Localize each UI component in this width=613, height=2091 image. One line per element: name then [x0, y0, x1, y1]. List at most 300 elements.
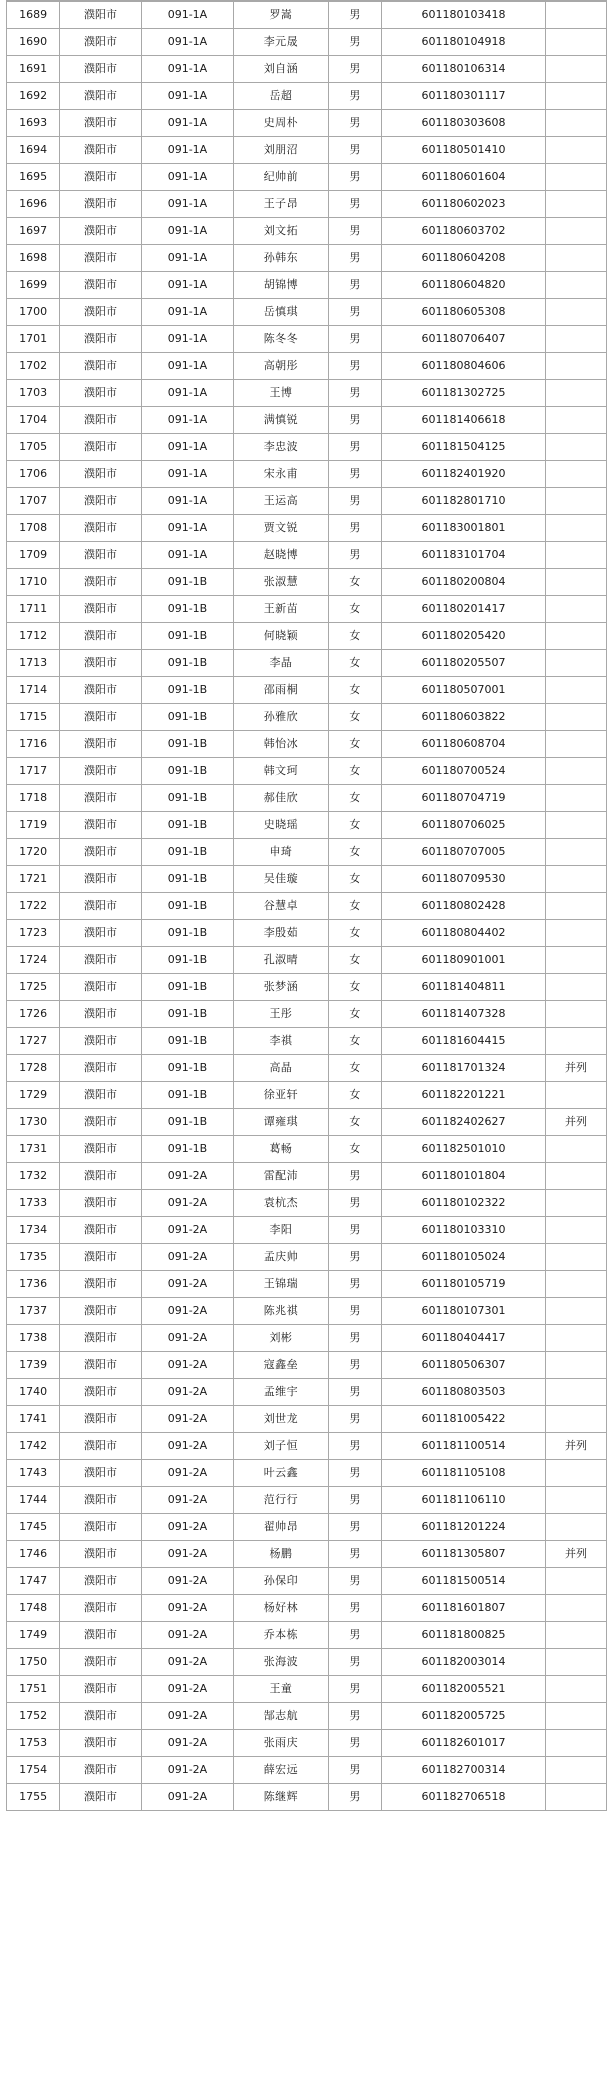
cell-note: 并列: [546, 1109, 607, 1136]
cell-sex: 男: [328, 2, 381, 29]
cell-sex: 男: [328, 1217, 381, 1244]
cell-city: 濮阳市: [60, 1622, 142, 1649]
cell-exam-code: 091-1A: [141, 542, 233, 569]
cell-name: 范行行: [234, 1487, 329, 1514]
cell-sex: 男: [328, 1163, 381, 1190]
cell-note: [546, 1352, 607, 1379]
cell-city: 濮阳市: [60, 1757, 142, 1784]
cell-note: [546, 2, 607, 29]
cell-city: 濮阳市: [60, 380, 142, 407]
cell-sequence: 1693: [7, 110, 60, 137]
cell-note: [546, 785, 607, 812]
cell-name: 胡锦博: [234, 272, 329, 299]
table-row: [7, 164, 607, 191]
table-row: [7, 1649, 607, 1676]
cell-name: 徐亚轩: [234, 1082, 329, 1109]
cell-city: 濮阳市: [60, 920, 142, 947]
cell-id-number: 601180102322: [381, 1190, 545, 1217]
table-row: [7, 110, 607, 137]
cell-id-number: 601180804402: [381, 920, 545, 947]
cell-city: 濮阳市: [60, 1676, 142, 1703]
cell-city: 濮阳市: [60, 1001, 142, 1028]
cell-sequence: 1719: [7, 812, 60, 839]
cell-sex: 女: [328, 677, 381, 704]
cell-name: 李晶: [234, 650, 329, 677]
cell-name: 寇鑫垒: [234, 1352, 329, 1379]
cell-sex: 女: [328, 731, 381, 758]
cell-exam-code: 091-2A: [141, 1379, 233, 1406]
cell-sequence: 1746: [7, 1541, 60, 1568]
cell-city: 濮阳市: [60, 1541, 142, 1568]
cell-id-number: 601180707005: [381, 839, 545, 866]
cell-name: 申琦: [234, 839, 329, 866]
cell-name: 杨好林: [234, 1595, 329, 1622]
cell-name: 史晓瑶: [234, 812, 329, 839]
table-row: [7, 1703, 607, 1730]
cell-exam-code: 091-2A: [141, 1649, 233, 1676]
cell-exam-code: 091-1B: [141, 1136, 233, 1163]
table-row: [7, 920, 607, 947]
cell-note: [546, 1379, 607, 1406]
table-row: [7, 515, 607, 542]
cell-sequence: 1714: [7, 677, 60, 704]
cell-id-number: 601180107301: [381, 1298, 545, 1325]
cell-city: 濮阳市: [60, 866, 142, 893]
cell-note: [546, 1244, 607, 1271]
cell-id-number: 601180804606: [381, 353, 545, 380]
cell-exam-code: 091-1A: [141, 434, 233, 461]
cell-city: 濮阳市: [60, 1325, 142, 1352]
cell-name: 翟帅昂: [234, 1514, 329, 1541]
cell-sex: 女: [328, 569, 381, 596]
cell-exam-code: 091-1B: [141, 623, 233, 650]
table-row: [7, 947, 607, 974]
cell-city: 濮阳市: [60, 461, 142, 488]
cell-id-number: 601180605308: [381, 299, 545, 326]
cell-exam-code: 091-2A: [141, 1406, 233, 1433]
cell-name: 张淑慧: [234, 569, 329, 596]
cell-id-number: 601180700524: [381, 758, 545, 785]
cell-id-number: 601182201221: [381, 1082, 545, 1109]
cell-id-number: 601182706518: [381, 1784, 545, 1811]
cell-name: 葛畅: [234, 1136, 329, 1163]
cell-sex: 女: [328, 893, 381, 920]
table-row: [7, 1055, 607, 1082]
cell-id-number: 601182801710: [381, 488, 545, 515]
cell-sex: 男: [328, 1730, 381, 1757]
table-row: [7, 353, 607, 380]
cell-city: 濮阳市: [60, 1595, 142, 1622]
cell-exam-code: 091-1B: [141, 893, 233, 920]
cell-sequence: 1720: [7, 839, 60, 866]
cell-sex: 男: [328, 299, 381, 326]
cell-sex: 男: [328, 1460, 381, 1487]
cell-exam-code: 091-1B: [141, 839, 233, 866]
cell-sex: 女: [328, 974, 381, 1001]
cell-note: [546, 191, 607, 218]
cell-sequence: 1747: [7, 1568, 60, 1595]
cell-note: [546, 1001, 607, 1028]
cell-name: 岳慎琪: [234, 299, 329, 326]
cell-name: 孟庆帅: [234, 1244, 329, 1271]
cell-note: [546, 623, 607, 650]
table-row: [7, 1757, 607, 1784]
table-row: [7, 893, 607, 920]
cell-name: 袁杭杰: [234, 1190, 329, 1217]
table-row: [7, 1487, 607, 1514]
cell-exam-code: 091-1B: [141, 812, 233, 839]
cell-note: [546, 1487, 607, 1514]
cell-id-number: 601180103310: [381, 1217, 545, 1244]
cell-city: 濮阳市: [60, 1568, 142, 1595]
cell-sequence: 1740: [7, 1379, 60, 1406]
cell-note: [546, 1217, 607, 1244]
cell-sex: 男: [328, 245, 381, 272]
table-row: [7, 1298, 607, 1325]
cell-exam-code: 091-2A: [141, 1703, 233, 1730]
cell-exam-code: 091-1A: [141, 407, 233, 434]
cell-sequence: 1736: [7, 1271, 60, 1298]
cell-sequence: 1731: [7, 1136, 60, 1163]
cell-sex: 男: [328, 1784, 381, 1811]
cell-name: 王运高: [234, 488, 329, 515]
cell-city: 濮阳市: [60, 110, 142, 137]
cell-name: 薛宏远: [234, 1757, 329, 1784]
cell-id-number: 601180604208: [381, 245, 545, 272]
cell-sequence: 1744: [7, 1487, 60, 1514]
cell-city: 濮阳市: [60, 515, 142, 542]
cell-id-number: 601180301117: [381, 83, 545, 110]
cell-id-number: 601181404811: [381, 974, 545, 1001]
cell-id-number: 601180604820: [381, 272, 545, 299]
cell-name: 陈冬冬: [234, 326, 329, 353]
cell-id-number: 601181701324: [381, 1055, 545, 1082]
cell-sequence: 1699: [7, 272, 60, 299]
cell-name: 孟维宇: [234, 1379, 329, 1406]
cell-exam-code: 091-2A: [141, 1433, 233, 1460]
table-row: [7, 839, 607, 866]
cell-city: 濮阳市: [60, 704, 142, 731]
cell-note: [546, 1649, 607, 1676]
cell-id-number: 601182501010: [381, 1136, 545, 1163]
table-row: [7, 488, 607, 515]
cell-id-number: 601180104918: [381, 29, 545, 56]
cell-note: [546, 461, 607, 488]
cell-note: [546, 758, 607, 785]
cell-id-number: 601181100514: [381, 1433, 545, 1460]
cell-city: 濮阳市: [60, 785, 142, 812]
cell-sequence: 1726: [7, 1001, 60, 1028]
cell-city: 濮阳市: [60, 974, 142, 1001]
cell-note: 并列: [546, 1541, 607, 1568]
cell-sequence: 1697: [7, 218, 60, 245]
cell-exam-code: 091-1B: [141, 1001, 233, 1028]
table-row: [7, 758, 607, 785]
cell-sequence: 1730: [7, 1109, 60, 1136]
cell-id-number: 601180201417: [381, 596, 545, 623]
table-row: [7, 1568, 607, 1595]
cell-id-number: 601180706025: [381, 812, 545, 839]
cell-name: 陈继辉: [234, 1784, 329, 1811]
cell-id-number: 601182003014: [381, 1649, 545, 1676]
cell-sequence: 1738: [7, 1325, 60, 1352]
cell-note: [546, 947, 607, 974]
cell-id-number: 601182601017: [381, 1730, 545, 1757]
cell-city: 濮阳市: [60, 56, 142, 83]
cell-city: 濮阳市: [60, 2, 142, 29]
cell-sex: 女: [328, 1109, 381, 1136]
cell-sex: 男: [328, 56, 381, 83]
table-row: [7, 650, 607, 677]
cell-sequence: 1752: [7, 1703, 60, 1730]
table-row: [7, 731, 607, 758]
cell-exam-code: 091-2A: [141, 1730, 233, 1757]
cell-sex: 男: [328, 1757, 381, 1784]
cell-note: [546, 596, 607, 623]
cell-sequence: 1741: [7, 1406, 60, 1433]
cell-id-number: 601180303608: [381, 110, 545, 137]
cell-city: 濮阳市: [60, 1460, 142, 1487]
cell-note: [546, 245, 607, 272]
cell-sex: 男: [328, 326, 381, 353]
cell-name: 张海波: [234, 1649, 329, 1676]
cell-note: [546, 299, 607, 326]
cell-note: [546, 1406, 607, 1433]
cell-note: [546, 1298, 607, 1325]
table-row: [7, 1730, 607, 1757]
cell-sex: 男: [328, 1406, 381, 1433]
cell-id-number: 601181201224: [381, 1514, 545, 1541]
table-row: [7, 1244, 607, 1271]
table-row: [7, 1325, 607, 1352]
cell-note: [546, 380, 607, 407]
cell-name: 罗嵩: [234, 2, 329, 29]
cell-sequence: 1702: [7, 353, 60, 380]
cell-exam-code: 091-2A: [141, 1676, 233, 1703]
cell-sex: 女: [328, 947, 381, 974]
cell-sex: 男: [328, 29, 381, 56]
cell-sex: 男: [328, 461, 381, 488]
cell-sex: 男: [328, 407, 381, 434]
cell-exam-code: 091-1A: [141, 218, 233, 245]
cell-note: [546, 83, 607, 110]
cell-name: 韩怡冰: [234, 731, 329, 758]
table-row: [7, 1622, 607, 1649]
cell-sequence: 1734: [7, 1217, 60, 1244]
cell-note: [546, 1136, 607, 1163]
cell-sex: 女: [328, 704, 381, 731]
table-row: [7, 137, 607, 164]
cell-city: 濮阳市: [60, 1730, 142, 1757]
table-row: [7, 407, 607, 434]
cell-sex: 女: [328, 920, 381, 947]
cell-sequence: 1692: [7, 83, 60, 110]
cell-sequence: 1689: [7, 2, 60, 29]
cell-city: 濮阳市: [60, 1298, 142, 1325]
cell-sex: 男: [328, 1541, 381, 1568]
table-row: [7, 29, 607, 56]
cell-sequence: 1750: [7, 1649, 60, 1676]
cell-sequence: 1717: [7, 758, 60, 785]
cell-exam-code: 091-2A: [141, 1568, 233, 1595]
cell-city: 濮阳市: [60, 137, 142, 164]
cell-note: [546, 1325, 607, 1352]
cell-sequence: 1715: [7, 704, 60, 731]
cell-sex: 女: [328, 1055, 381, 1082]
table-row: [7, 812, 607, 839]
cell-name: 何晓颖: [234, 623, 329, 650]
cell-city: 濮阳市: [60, 1352, 142, 1379]
cell-note: [546, 1703, 607, 1730]
cell-id-number: 601181601807: [381, 1595, 545, 1622]
cell-sex: 男: [328, 434, 381, 461]
cell-id-number: 601182402627: [381, 1109, 545, 1136]
cell-id-number: 601182700314: [381, 1757, 545, 1784]
cell-note: [546, 1190, 607, 1217]
table-row: [7, 218, 607, 245]
cell-exam-code: 091-1A: [141, 353, 233, 380]
cell-city: 濮阳市: [60, 812, 142, 839]
cell-exam-code: 091-1A: [141, 191, 233, 218]
cell-exam-code: 091-1B: [141, 785, 233, 812]
cell-city: 濮阳市: [60, 434, 142, 461]
cell-sex: 男: [328, 110, 381, 137]
cell-sex: 男: [328, 137, 381, 164]
cell-id-number: 601180709530: [381, 866, 545, 893]
cell-exam-code: 091-2A: [141, 1190, 233, 1217]
cell-name: 史周朴: [234, 110, 329, 137]
cell-city: 濮阳市: [60, 1109, 142, 1136]
cell-sequence: 1706: [7, 461, 60, 488]
table-row: [7, 1784, 607, 1811]
cell-sequence: 1701: [7, 326, 60, 353]
cell-note: [546, 110, 607, 137]
cell-city: 濮阳市: [60, 218, 142, 245]
cell-sex: 男: [328, 1379, 381, 1406]
cell-sequence: 1739: [7, 1352, 60, 1379]
cell-sex: 男: [328, 1433, 381, 1460]
cell-city: 濮阳市: [60, 542, 142, 569]
cell-note: [546, 1271, 607, 1298]
cell-city: 濮阳市: [60, 353, 142, 380]
cell-sequence: 1732: [7, 1163, 60, 1190]
cell-name: 郝佳欣: [234, 785, 329, 812]
cell-name: 高晶: [234, 1055, 329, 1082]
cell-sex: 男: [328, 380, 381, 407]
cell-sequence: 1733: [7, 1190, 60, 1217]
cell-name: 王博: [234, 380, 329, 407]
cell-sequence: 1742: [7, 1433, 60, 1460]
cell-id-number: 601181406618: [381, 407, 545, 434]
cell-exam-code: 091-2A: [141, 1757, 233, 1784]
cell-id-number: 601180200804: [381, 569, 545, 596]
cell-id-number: 601180507001: [381, 677, 545, 704]
cell-name: 李忠波: [234, 434, 329, 461]
cell-id-number: 601180101804: [381, 1163, 545, 1190]
cell-sequence: 1690: [7, 29, 60, 56]
cell-exam-code: 091-2A: [141, 1460, 233, 1487]
cell-exam-code: 091-2A: [141, 1541, 233, 1568]
table-row: [7, 245, 607, 272]
cell-exam-code: 091-1A: [141, 299, 233, 326]
cell-sequence: 1737: [7, 1298, 60, 1325]
cell-city: 濮阳市: [60, 839, 142, 866]
cell-sex: 男: [328, 1703, 381, 1730]
table-row: [7, 1406, 607, 1433]
cell-name: 王锦瑞: [234, 1271, 329, 1298]
table-row: [7, 83, 607, 110]
cell-exam-code: 091-1B: [141, 650, 233, 677]
table-row: [7, 1190, 607, 1217]
cell-note: [546, 326, 607, 353]
cell-name: 刘文拓: [234, 218, 329, 245]
cell-sequence: 1694: [7, 137, 60, 164]
cell-name: 刘彬: [234, 1325, 329, 1352]
cell-id-number: 601180601604: [381, 164, 545, 191]
cell-sequence: 1729: [7, 1082, 60, 1109]
cell-note: [546, 515, 607, 542]
cell-city: 濮阳市: [60, 1271, 142, 1298]
cell-note: [546, 839, 607, 866]
cell-city: 濮阳市: [60, 596, 142, 623]
cell-sex: 女: [328, 650, 381, 677]
cell-sequence: 1712: [7, 623, 60, 650]
roster-body: [7, 2, 607, 1811]
cell-note: [546, 1595, 607, 1622]
cell-id-number: 601180506307: [381, 1352, 545, 1379]
cell-city: 濮阳市: [60, 1649, 142, 1676]
cell-name: 张梦涵: [234, 974, 329, 1001]
cell-name: 刘自涵: [234, 56, 329, 83]
cell-name: 李元晟: [234, 29, 329, 56]
cell-note: [546, 1622, 607, 1649]
cell-city: 濮阳市: [60, 1406, 142, 1433]
cell-sex: 女: [328, 812, 381, 839]
cell-exam-code: 091-1B: [141, 596, 233, 623]
cell-city: 濮阳市: [60, 731, 142, 758]
cell-sex: 女: [328, 758, 381, 785]
table-row: [7, 1028, 607, 1055]
table-row: [7, 866, 607, 893]
cell-id-number: 601180706407: [381, 326, 545, 353]
cell-exam-code: 091-1B: [141, 974, 233, 1001]
table-row: [7, 542, 607, 569]
table-row: [7, 596, 607, 623]
cell-city: 濮阳市: [60, 191, 142, 218]
cell-note: [546, 1676, 607, 1703]
cell-id-number: 601181106110: [381, 1487, 545, 1514]
table-row: [7, 461, 607, 488]
table-row: [7, 1352, 607, 1379]
table-row: [7, 1460, 607, 1487]
cell-exam-code: 091-1B: [141, 866, 233, 893]
cell-id-number: 601182401920: [381, 461, 545, 488]
cell-exam-code: 091-2A: [141, 1298, 233, 1325]
cell-name: 李祺: [234, 1028, 329, 1055]
cell-note: [546, 272, 607, 299]
cell-city: 濮阳市: [60, 1055, 142, 1082]
cell-id-number: 601181407328: [381, 1001, 545, 1028]
cell-sex: 男: [328, 218, 381, 245]
cell-exam-code: 091-1A: [141, 326, 233, 353]
cell-sequence: 1745: [7, 1514, 60, 1541]
cell-sex: 女: [328, 839, 381, 866]
cell-sequence: 1748: [7, 1595, 60, 1622]
cell-sequence: 1703: [7, 380, 60, 407]
cell-city: 濮阳市: [60, 650, 142, 677]
cell-sequence: 1753: [7, 1730, 60, 1757]
cell-sex: 男: [328, 1649, 381, 1676]
